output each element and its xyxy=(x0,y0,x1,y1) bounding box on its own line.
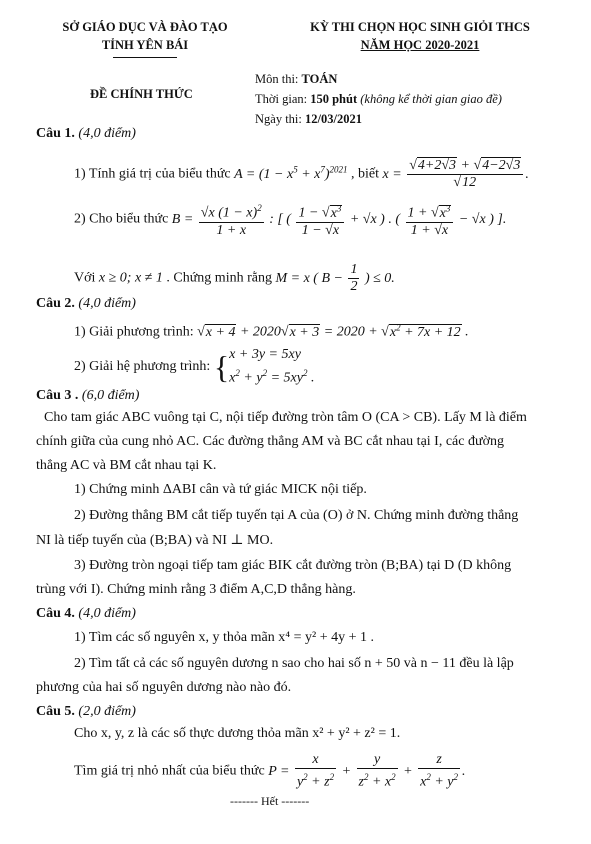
exam-title: KỲ THI CHỌN HỌC SINH GIỎI THCS xyxy=(310,20,530,34)
q1-part3-claim: . Chứng minh rằng xyxy=(166,270,276,286)
header-left xyxy=(40,18,250,58)
q2-part1-text: 1) Giải phương trình: xyxy=(74,324,198,340)
date-line xyxy=(255,109,502,129)
end-marker: ------- Hết ------- xyxy=(230,794,310,808)
q-title: Câu 2. xyxy=(36,296,75,311)
question-2-title xyxy=(36,296,136,312)
date-value: 12/03/2021 xyxy=(305,112,362,126)
q1-part1 xyxy=(74,158,529,191)
formula-p: P = $\frac{x}{y^2 + z^2}$ + $\frac{y}{z^2 + x^2}$ + $\frac{z}{x^2 + y^2}$ . xyxy=(268,752,466,790)
system-brace: { xyxy=(213,348,230,385)
q1-part1-text: 1) Tính giá trị của biểu thức xyxy=(74,166,235,182)
q-title: Câu 1. xyxy=(36,126,75,141)
question-5-title xyxy=(36,704,136,720)
q-points: (2,0 điểm) xyxy=(74,704,136,719)
q5-task-text: Tìm giá trị nhỏ nhất của biểu thức xyxy=(74,763,269,779)
q5-condition: Cho x, y, z là các số thực dương thỏa mãn x² + y² + z² = 1. xyxy=(74,726,401,741)
q3-part1: 1) Chứng minh ΔABI cân và tứ giác MICK nội tiếp. xyxy=(74,482,367,497)
q2-part2-text: 2) Giải hệ phương trình: xyxy=(74,359,211,375)
q3-part2-line1: 2) Đường thẳng BM cắt tiếp tuyến tại A của (O) ở N. Chứng minh đường thẳng xyxy=(74,508,519,523)
q4-part2-line2: phương của hai số nguyên dương nào nào đó. xyxy=(36,680,292,695)
date-label: Ngày thi: xyxy=(255,112,305,126)
condition-x: x ≥ 0; x ≠ 1 xyxy=(98,270,163,286)
q4-part2-line1: 2) Tìm tất cả các số nguyên dương n sao cho hai số n + 50 và n − 11 đều là lập xyxy=(74,656,514,671)
header-divider xyxy=(113,57,177,58)
q3-part3-line1: 3) Đường tròn ngoại tiếp tam giác BIK cắt đường tròn (B;BA) tại D (D không xyxy=(74,558,512,573)
q3-part2-line2: NI là tiếp tuyến của (B;BA) và NI ⊥ MO. xyxy=(36,533,274,548)
q-points: (4,0 điểm) xyxy=(74,126,136,141)
question-4-title xyxy=(36,606,136,622)
time-label: Thời gian: xyxy=(255,92,311,106)
q-title: Câu 4. xyxy=(36,606,75,621)
q4-part1: 1) Tìm các số nguyên x, y thỏa mãn x⁴ = y² + 4y + 1 . xyxy=(74,630,375,645)
subject-label: Môn thi: xyxy=(255,72,302,86)
time-line xyxy=(255,89,502,109)
q3-part3-line2: trùng với I). Chứng minh rằng 3 điểm A,C,D thẳng hàng. xyxy=(36,582,356,597)
official-label: ĐỀ CHÍNH THỨC xyxy=(90,87,193,101)
equation-system: x + 3y = 5xy $x^2 + y^2 = 5xy^2$ . xyxy=(229,347,315,386)
header-right xyxy=(270,18,570,54)
department-name: SỞ GIÁO DỤC VÀ ĐÀO TẠO xyxy=(62,20,228,34)
formula-b: B = $\frac{√x (1 - x)^2}{1 + x}$ : [ ( $\frac{1 - √x^3}{1 - √x}$ + √x ) . ( $\frac{1 + √x^3}{1 + √x}$ − √x ) ]. xyxy=(172,212,507,227)
q1-part2-text: 2) Cho biểu thức xyxy=(74,211,172,227)
q-title: Câu 3 . xyxy=(36,388,79,403)
exam-meta xyxy=(255,69,502,129)
q3-line-1: Cho tam giác ABC vuông tại C, nội tiếp đường tròn tâm O (CA > CB). Lấy M là điểm xyxy=(44,410,527,425)
formula-m: M = x ( B − $\frac{1}{2}$ ) ≤ 0. xyxy=(275,262,395,294)
q-points: (4,0 điểm) xyxy=(74,296,136,311)
q3-line-2: chính giữa của cung nhỏ AC. Các đường thẳng AM và BC cắt nhau tại I, các đường xyxy=(36,434,504,449)
q-points: (6,0 điểm) xyxy=(78,388,140,403)
subject-line xyxy=(255,69,502,89)
school-year: NĂM HỌC 2020-2021 xyxy=(360,38,480,52)
q1-part1-given: , biết xyxy=(351,166,383,182)
formula-x: x = $\frac{√4+2√3 + √4-2√3}{√12}$ . xyxy=(382,158,529,190)
q1-part3-text: Với xyxy=(74,270,99,286)
q-title: Câu 5. xyxy=(36,704,75,719)
q2-part1 xyxy=(74,322,469,341)
q3-line-3: thẳng AC và BM cắt nhau tại K. xyxy=(36,458,217,473)
q2-part2 xyxy=(74,346,314,388)
q1-part2 xyxy=(74,200,506,239)
question-3-title xyxy=(36,388,139,404)
equation-1: $√x + 4 + 2020√x + 3 = 2020 + √x^2 + 7x + 12$ . xyxy=(197,322,469,340)
province-name: TỈNH YÊN BÁI xyxy=(101,38,189,52)
time-value: 150 phút xyxy=(310,92,358,106)
q-points: (4,0 điểm) xyxy=(74,606,136,621)
q5-task xyxy=(74,752,466,791)
q1-part3 xyxy=(74,262,395,295)
formula-a: $A = (1 - x^5 + x^7)^{2021}$ xyxy=(234,164,348,182)
question-1-title xyxy=(36,126,136,142)
time-note: (không kể thời gian giao đề) xyxy=(357,92,502,106)
subject-value: TOÁN xyxy=(301,72,338,86)
